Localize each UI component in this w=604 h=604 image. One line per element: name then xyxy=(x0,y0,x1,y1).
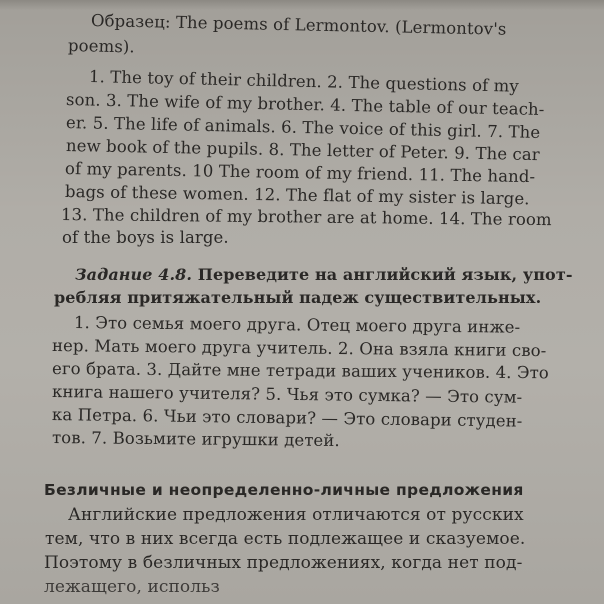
task-instruction: Переведите на английский язык, упот- xyxy=(192,265,573,284)
exercise-line: 13. The children of my brother are at home. 14. The room xyxy=(60,205,552,230)
task-line: книга нашего учителя? 5. Чья это сумка? — Это сум- xyxy=(51,382,523,407)
task-heading-line-2: ребляя притяжательный падеж существительных. xyxy=(54,288,542,307)
section-line: Английские предложения отличаются от русских xyxy=(68,505,524,525)
exercise-line: of my parents. 10 The room of my friend. 11. The hand- xyxy=(64,159,536,187)
task-line: тов. 7. Возьмите игрушки детей. xyxy=(51,428,340,451)
sample-line-1: Образец: The poems of Lermontov. (Lermontov's xyxy=(90,11,507,39)
sample-line-2: poems). xyxy=(67,36,135,57)
task-line: его брата. 3. Дайте мне тетради ваших учеников. 4. Это xyxy=(51,359,549,383)
section-line: Поэтому в безличных предложениях, когда нет под- xyxy=(44,553,523,573)
exercise-line: new book of the pupils. 8. The letter of Peter. 9. The car xyxy=(65,136,540,165)
exercise-line: son. 3. The wife of my brother. 4. The table of our teach- xyxy=(65,90,545,120)
task-line: 1. Это семья моего друга. Отец моего друга инже- xyxy=(73,313,521,337)
exercise-line: bags of these women. 12. The flat of my sister is large. xyxy=(64,182,530,209)
page-top-edge xyxy=(0,0,604,10)
section-line: тем, что в них всегда есть подлежащее и сказуемое. xyxy=(45,529,526,549)
section-title: Безличные и неопределенно-личные предложения xyxy=(44,481,524,499)
exercise-line: 1. The toy of their children. 2. The questions of my xyxy=(88,67,520,96)
task-number: Задание 4.8. xyxy=(75,265,193,284)
exercise-line: er. 5. The life of animals. 6. The voice of this girl. 7. The xyxy=(65,113,541,142)
task-line: нер. Мать моего друга учитель. 2. Она взяла книги сво- xyxy=(51,336,547,361)
task-heading-line-1 xyxy=(75,264,573,286)
section-line: лежащего, использ xyxy=(44,577,220,597)
exercise-line: of the boys is large. xyxy=(62,228,229,247)
task-line: ка Петра. 6. Чьи это словари? — Это словари студен- xyxy=(51,405,523,431)
